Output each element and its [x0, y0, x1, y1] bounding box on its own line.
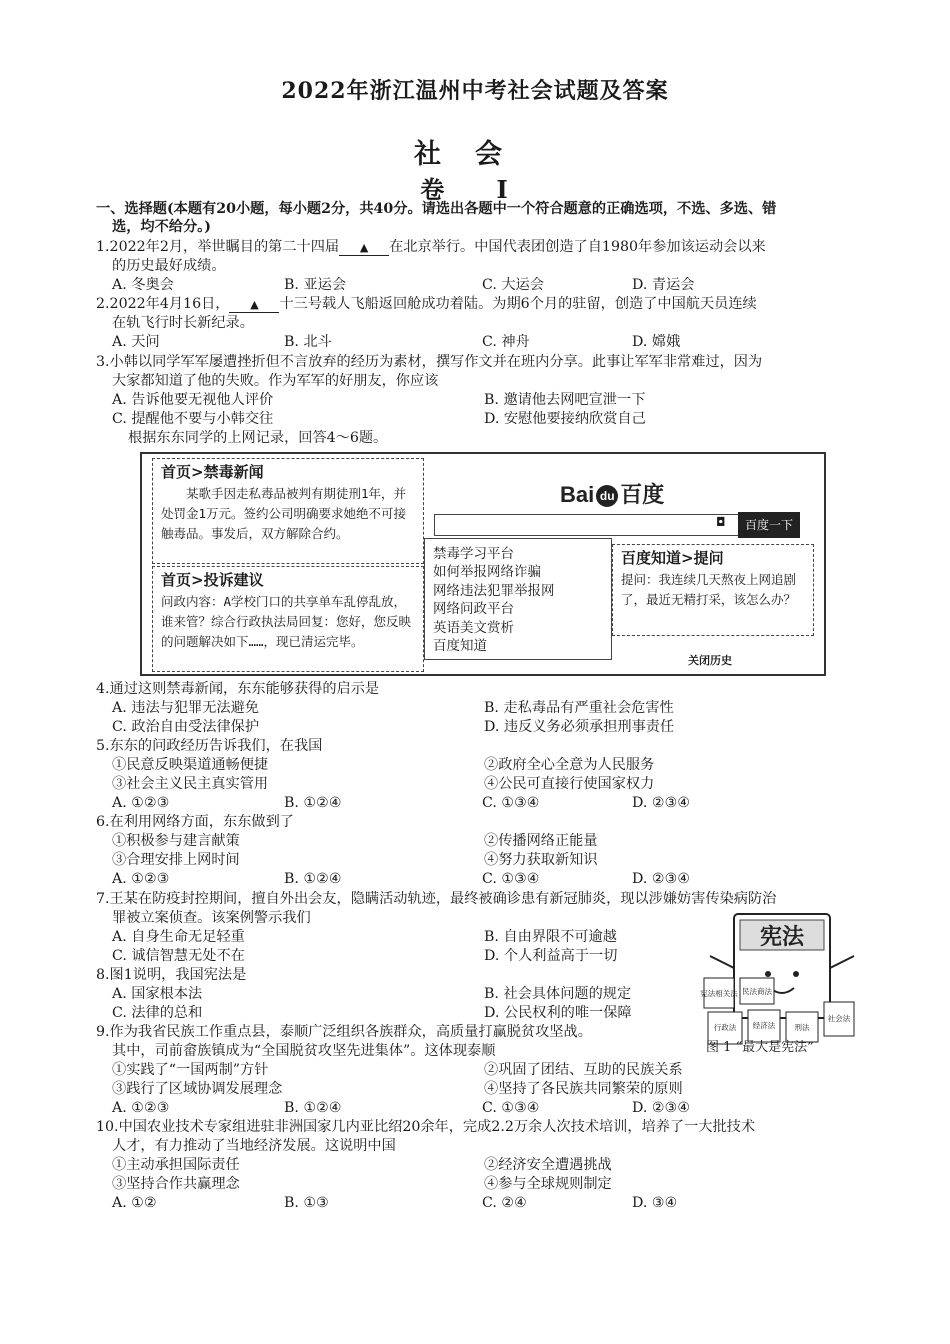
option-a: A. 天问: [112, 334, 160, 350]
option-b: B. ①②④: [284, 795, 342, 811]
option-a: A. 自身生命无足轻重: [112, 929, 245, 945]
connector-line: [424, 604, 614, 624]
suggestion-item[interactable]: 网络违法犯罪举报网: [433, 582, 555, 599]
question-3: 3.小韩以同学军军屡遭挫折但不言放弃的经历为素材，撰写作文并在班内分享。此事让军军非常难过，因为: [96, 354, 763, 370]
question-2: 2.2022年4月16日， ▲ 十三号载人飞船返回舱成功着陆。为期6个月的驻留，创造了中国航天员连续: [96, 296, 757, 312]
question-10: 10.中国农业技术专家组进驻非洲国家几内亚比绍20余年，完成2.2万余人次技术培训，培养了一大批技术: [96, 1119, 756, 1135]
option-d: D. 嫦娥: [632, 334, 681, 350]
news-header: 首页>禁毒新闻: [161, 463, 264, 481]
option-a: A. ①②③: [112, 1100, 170, 1116]
statement-3: ③合理安排上网时间: [112, 852, 240, 868]
option-d: D. 个人利益高于一切: [484, 948, 618, 964]
group-intro: 根据东东同学的上网记录，回答4～6题。: [128, 430, 388, 446]
browsing-record-figure: [140, 452, 826, 676]
question-5: 5.东东的问政经历告诉我们，在我国: [96, 738, 323, 754]
option-c: C. 政治自由受法律保护: [112, 719, 260, 735]
small-book-label: 行政法: [713, 1023, 737, 1032]
statement-3: ③坚持合作共赢理念: [112, 1176, 240, 1192]
zhidao-header: 百度知道>提问: [621, 549, 724, 567]
question-4: 4.通过这则禁毒新闻，东东能够获得的启示是: [96, 681, 380, 697]
question-1: 1.2022年2月，举世瞩目的第二十四届 ▲ 在北京举行。中国代表团创造了自1980年参加该运动会以来: [96, 239, 766, 255]
option-d: D. ②③④: [632, 871, 691, 887]
baidu-logo: Bai du 百度: [560, 482, 665, 507]
question-2-cont: 在轨飞行时长新纪录。: [112, 315, 254, 331]
small-book-label: 民法商法: [742, 987, 772, 996]
statement-1: ①主动承担国际责任: [112, 1157, 240, 1173]
option-a: A. ①②③: [112, 795, 170, 811]
question-7-cont: 罪被立案侦查。该案例警示我们: [112, 910, 311, 926]
answer-blank: ▲: [339, 241, 389, 256]
question-9-cont: 其中，司前畲族镇成为“全国脱贫攻坚先进集体”。这体现泰顺: [112, 1043, 496, 1059]
option-d: D. ③④: [632, 1195, 678, 1211]
close-history-link[interactable]: 关闭历史: [688, 655, 732, 667]
figure-caption: 图 1 “最大是宪法”: [706, 1040, 814, 1055]
zhidao-panel: [612, 544, 814, 636]
option-d: D. ②③④: [632, 1100, 691, 1116]
document-title: 2022年浙江温州中考社会试题及答案: [281, 78, 669, 104]
small-book-label: 刑法: [794, 1023, 810, 1032]
question-1-cont: 的历史最好成绩。: [112, 258, 226, 274]
option-c: C. ②④: [482, 1195, 527, 1211]
option-c: C. ①③④: [482, 871, 540, 887]
subject-heading: 社会: [414, 139, 536, 170]
statement-3: ③社会主义民主真实管用: [112, 776, 269, 792]
option-a: A. 冬奥会: [112, 277, 174, 293]
option-b: B. ①③: [284, 1195, 329, 1211]
complaint-header: 首页>投诉建议: [161, 571, 264, 589]
question-8: 8.图1说明，我国宪法是: [96, 967, 247, 983]
small-book-label: 社会法: [827, 1014, 851, 1023]
statement-1: ①实践了“一国两制”方针: [112, 1062, 269, 1078]
small-book-label: 宪法相关法: [700, 989, 738, 998]
statement-2: ②巩固了团结、互助的民族关系: [484, 1062, 683, 1078]
option-c: C. 神舟: [482, 334, 530, 350]
big-book-label: 宪法: [759, 924, 805, 950]
option-d: D. ②③④: [632, 795, 691, 811]
option-a: A. ①②: [112, 1195, 157, 1211]
option-c: C. 提醒他不要与小韩交往: [112, 411, 274, 427]
option-a: A. 违法与犯罪无法避免: [112, 700, 259, 716]
option-b: B. 邀请他去网吧宣泄一下: [484, 392, 646, 408]
statement-4: ④努力获取新知识: [484, 852, 598, 868]
search-button[interactable]: 百度一下: [738, 512, 800, 538]
option-b: B. 社会具体问题的规定: [484, 986, 632, 1002]
statement-2: ②政府全心全意为人民服务: [484, 757, 655, 773]
answer-blank: ▲: [229, 298, 279, 313]
suggestion-item[interactable]: 如何举报网络诈骗: [433, 564, 541, 581]
option-c: C. ①③④: [482, 1100, 540, 1116]
suggestion-item[interactable]: 禁毒学习平台: [433, 546, 514, 562]
statement-1: ①积极参与建言献策: [112, 833, 240, 849]
statement-2: ②传播网络正能量: [484, 833, 598, 849]
option-b: B. 自由界限不可逾越: [484, 929, 617, 945]
paw-icon: du: [596, 485, 618, 507]
statement-4: ④坚持了各民族共同繁荣的原则: [484, 1081, 683, 1097]
suggestion-item[interactable]: 网络问政平台: [433, 601, 514, 618]
statement-1: ①民意反映渠道通畅便捷: [112, 757, 269, 773]
option-d: D. 公民权利的唯一保障: [484, 1005, 632, 1021]
camera-icon[interactable]: ◘: [716, 515, 726, 529]
option-a: A. 国家根本法: [112, 986, 203, 1002]
section-instruction-cont: 选，均不给分。): [112, 219, 211, 235]
option-b: B. 走私毒品有严重社会危害性: [484, 700, 674, 716]
suggestion-item[interactable]: 百度知道: [433, 638, 487, 655]
option-b: B. ①②④: [284, 1100, 342, 1116]
section-instruction: 一、选择题(本题有20小题，每小题2分，共40分。请选出各题中一个符合题意的正确选项，不选、多选、错: [96, 201, 777, 217]
question-7: 7.王某在防疫封控期间，擅自外出会友，隐瞒活动轨迹，最终被确诊患有新冠肺炎，现以涉嫌妨害传染病防治: [96, 891, 777, 907]
option-c: C. 大运会: [482, 277, 544, 293]
option-b: B. 亚运会: [284, 277, 347, 293]
option-d: D. 安慰他要接纳欣赏自己: [484, 411, 646, 427]
complaint-panel: [152, 566, 424, 672]
question-9: 9.作为我省民族工作重点县，泰顺广泛组织各族群众，高质量打赢脱贫攻坚战。: [96, 1024, 592, 1040]
question-3-cont: 大家都知道了他的失败。作为军军的好朋友，你应该: [112, 373, 439, 389]
option-c: C. 诚信智慧无处不在: [112, 948, 245, 964]
news-body: 某歌手因走私毒品被判有期徒刑1年，并处罚金1万元。签约公司明确要求她绝不可接触毒品。事发后，双方解除合约。: [161, 486, 407, 541]
option-a: A. 告诉他要无视他人评价: [112, 392, 274, 408]
option-d: D. 违反义务必须承担刑事责任: [484, 719, 675, 735]
complaint-body: 问政内容：A学校门口的共享单车乱停乱放，谁来管？综合行政执法局回复：您好，您反映的问题解决如下……，现已清运完毕。: [161, 594, 412, 649]
search-suggestions: [424, 538, 612, 660]
zhidao-body: 提问：我连续几天熬夜上网追剧了，最近无精打采，该怎么办？: [621, 572, 797, 607]
volume-heading: 卷 Ⅰ: [420, 175, 530, 204]
statement-3: ③践行了区域协调发展理念: [112, 1081, 283, 1097]
statement-4: ④公民可直接行使国家权力: [484, 776, 655, 792]
option-c: C. 法律的总和: [112, 1005, 203, 1021]
option-c: C. ①③④: [482, 795, 540, 811]
option-d: D. 青运会: [632, 277, 695, 293]
statement-4: ④参与全球规则制定: [484, 1176, 612, 1192]
option-a: A. ①②③: [112, 871, 170, 887]
question-6: 6.在利用网络方面，东东做到了: [96, 814, 294, 830]
option-b: B. 北斗: [284, 334, 332, 350]
small-book-label: 经济法: [752, 1021, 776, 1030]
suggestion-item[interactable]: 英语美文赏析: [433, 619, 514, 636]
news-panel: [152, 458, 424, 564]
question-10-cont: 人才，有力推动了当地经济发展。这说明中国: [112, 1138, 396, 1154]
option-b: B. ①②④: [284, 871, 342, 887]
statement-2: ②经济安全遭遇挑战: [484, 1157, 612, 1173]
